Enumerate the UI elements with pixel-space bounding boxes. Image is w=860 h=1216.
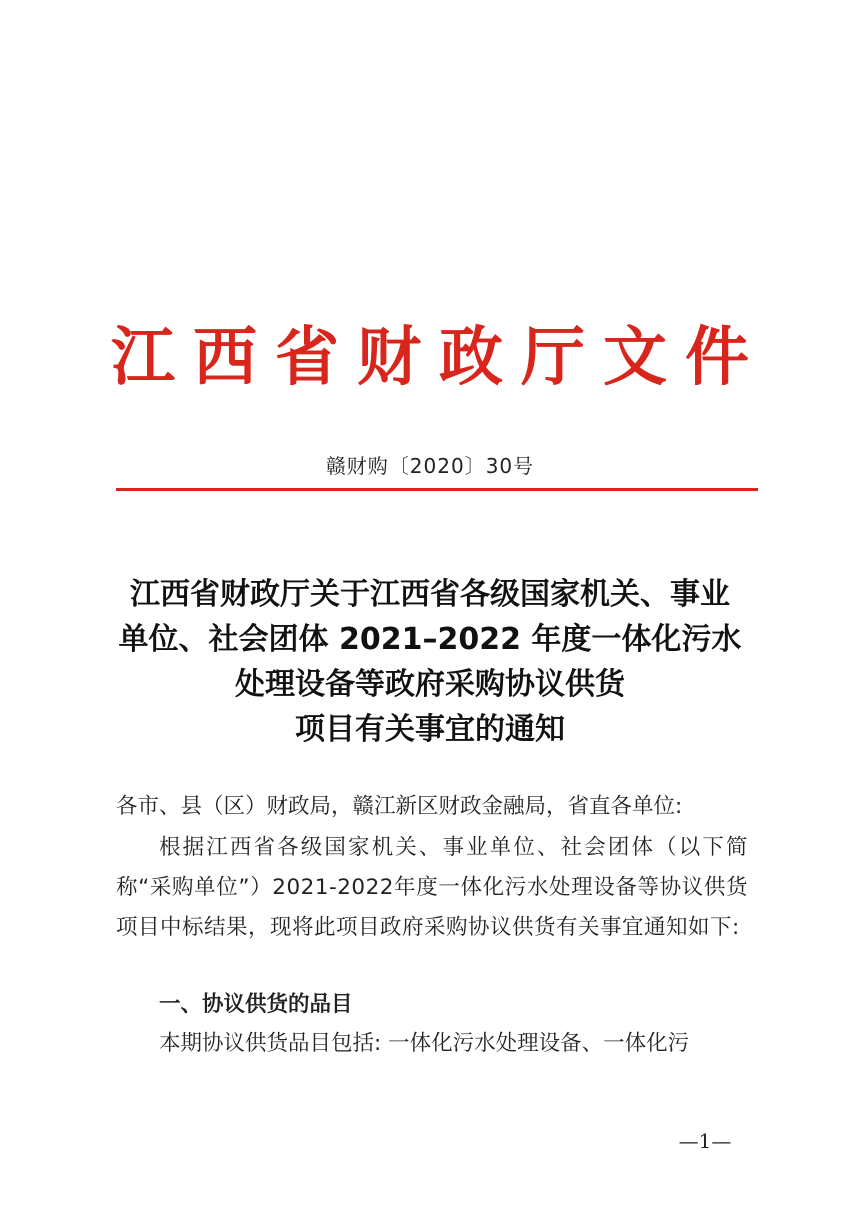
red-separator-line bbox=[116, 488, 758, 491]
body-paragraph: 根据江西省各级国家机关、事业单位、社会团体（以下简称“采购单位”）2021-2022年度一体化污水处理设备等协议供货项目中标结果，现将此项目政府采购协议供货有关事宜通知如下: bbox=[116, 835, 748, 940]
document-number: 赣财购〔2020〕30号 bbox=[325, 454, 535, 478]
document-title bbox=[0, 572, 860, 752]
title-line: 单位、社会团体 2021–2022 年度一体化污水 bbox=[118, 622, 742, 657]
title-line: 项目有关事宜的通知 bbox=[295, 712, 565, 747]
masthead-title: 江西省财政厅文件 bbox=[111, 321, 767, 395]
section-heading: 一、协议供货的品目 bbox=[159, 992, 353, 1017]
title-line: 处理设备等政府采购协议供货 bbox=[235, 667, 625, 702]
body-paragraph: 本期协议供货品目包括: 一体化污水处理设备、一体化污 bbox=[159, 1031, 690, 1056]
page-number: —1— bbox=[678, 1129, 732, 1153]
title-line: 江西省财政厅关于江西省各级国家机关、事业 bbox=[130, 577, 730, 612]
salutation: 各市、县（区）财政局，赣江新区财政金融局，省直各单位: bbox=[116, 794, 683, 819]
